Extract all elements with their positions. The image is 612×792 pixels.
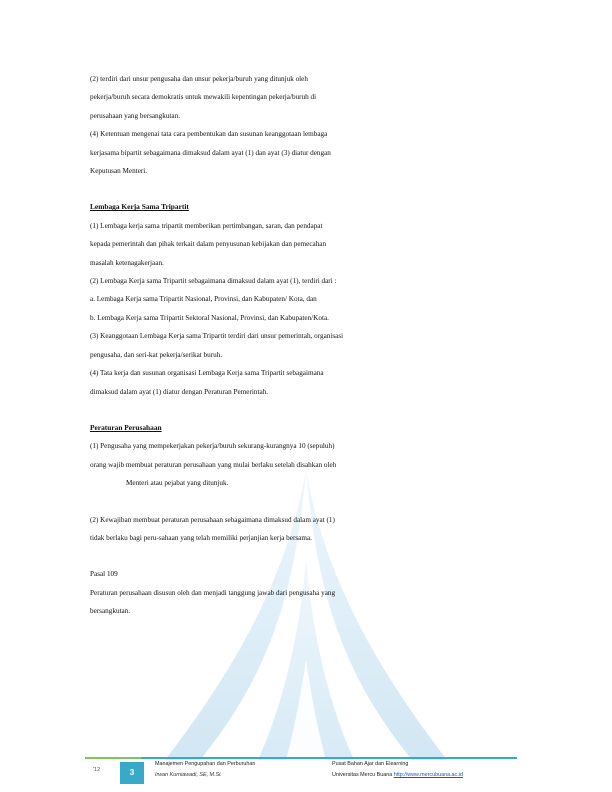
text-line: (2) Kewajiban membuat peraturan perusahaan sebagaimana dimaksud dalam ayat (1) (90, 515, 335, 524)
footer-course-title: Manajemen Pengupahan dan Perburuhan (155, 761, 256, 767)
footer-year-tag: '12 (93, 767, 101, 773)
list-item: b. Lembaga Kerja sama Tripartit Sektoral Nasional, Provinsi, dan Kabupaten/Kota. (90, 313, 329, 322)
text-line: dimaksud dalam ayat (1) diatur dengan Peraturan Pemerintah. (90, 387, 269, 396)
text-line: kepada pemerintah dan pihak terkait dalam penyusunan kebijakan dan pemecahan (90, 240, 327, 249)
footer-author: Irwan Kurniawadi, SE, M.Si. (155, 772, 222, 778)
text-line: (1) Lembaga kerja sama tripartit memberikan pertimbangan, saran, dan pendapat (90, 221, 323, 230)
text-line: (4) Tata kerja dan susunan organisasi Lembaga Kerja sama Tripartit sebagaimana (90, 369, 324, 378)
text-line: perusahaan yang bersangkutan. (90, 111, 181, 120)
text-line: Peraturan perusahaan disusun oleh dan menjadi tanggung jawab dari pengusaha yang (90, 588, 336, 597)
footer-bar-blue (141, 757, 517, 759)
text-line: bersangkutan. (90, 607, 131, 616)
footer-university: Universitas Mercu Buana (332, 772, 393, 778)
page-number: 3 (120, 762, 144, 784)
section-heading-tripartit: Lembaga Kerja Sama Tripartit (90, 202, 189, 212)
text-line: orang wajib membuat peraturan perusahaan yang mulai berlaku setelah disahkan oleh (90, 460, 337, 469)
page-footer (0, 748, 612, 792)
section-heading-peraturan: Peraturan Perusahaan (90, 422, 162, 432)
text-line: (2) terdiri dari unsur pengusaha dan unsur pekerja/buruh yang ditunjuk oleh (90, 75, 308, 83)
text-line: kerjasama bipartit sebagaimana dimaksud dalam ayat (1) dan ayat (3) diatur dengan (90, 148, 331, 157)
text-line: Menteri atau pejabat yang ditunjuk. (126, 479, 229, 488)
text-line: pekerja/buruh secara demokratis untuk mewakili kepentingan pekerja/buruh di (90, 93, 317, 102)
footer-url-link[interactable]: http://www.mercubuana.ac.id (393, 772, 463, 778)
footer-university-line (332, 772, 463, 778)
text-line: Keputusan Menteri. (90, 167, 148, 176)
text-line: (4) Ketentuan mengenai tata cara pembentukan dan susunan keanggotaan lembaga (90, 130, 328, 139)
text-line: (3) Keanggotaan Lembaga Kerja sama Tripartit terdiri dari unsur pemerintah, organisasi (90, 332, 344, 341)
text-line: (2) Lembaga Kerja sama Tripartit sebagaimana dimaksud dalam ayat (1), terdiri dari : (90, 277, 337, 286)
text-line: tidak berlaku bagi peru-sahaan yang telah memiliki perjanjian kerja bersama. (90, 533, 312, 542)
footer-bar-green (85, 757, 141, 759)
list-item: a. Lembaga Kerja sama Tripartit Nasional, Provinsi, dan Kabupaten/ Kota, dan (90, 295, 317, 304)
text-line: (1) Pengusaha yang mempekerjakan pekerja/buruh sekurang-kurangnya 10 (sepuluh) (90, 442, 335, 451)
footer-center-title: Pusat Bahan Ajar dan Elearning (332, 761, 409, 767)
text-line: masalah ketenagakerjaan. (90, 258, 164, 267)
document-body (90, 70, 430, 621)
article-number: Pasal 109 (90, 570, 118, 579)
text-line: pengusaha, dan seri-kat pekerja/serikat buruh. (90, 350, 223, 359)
